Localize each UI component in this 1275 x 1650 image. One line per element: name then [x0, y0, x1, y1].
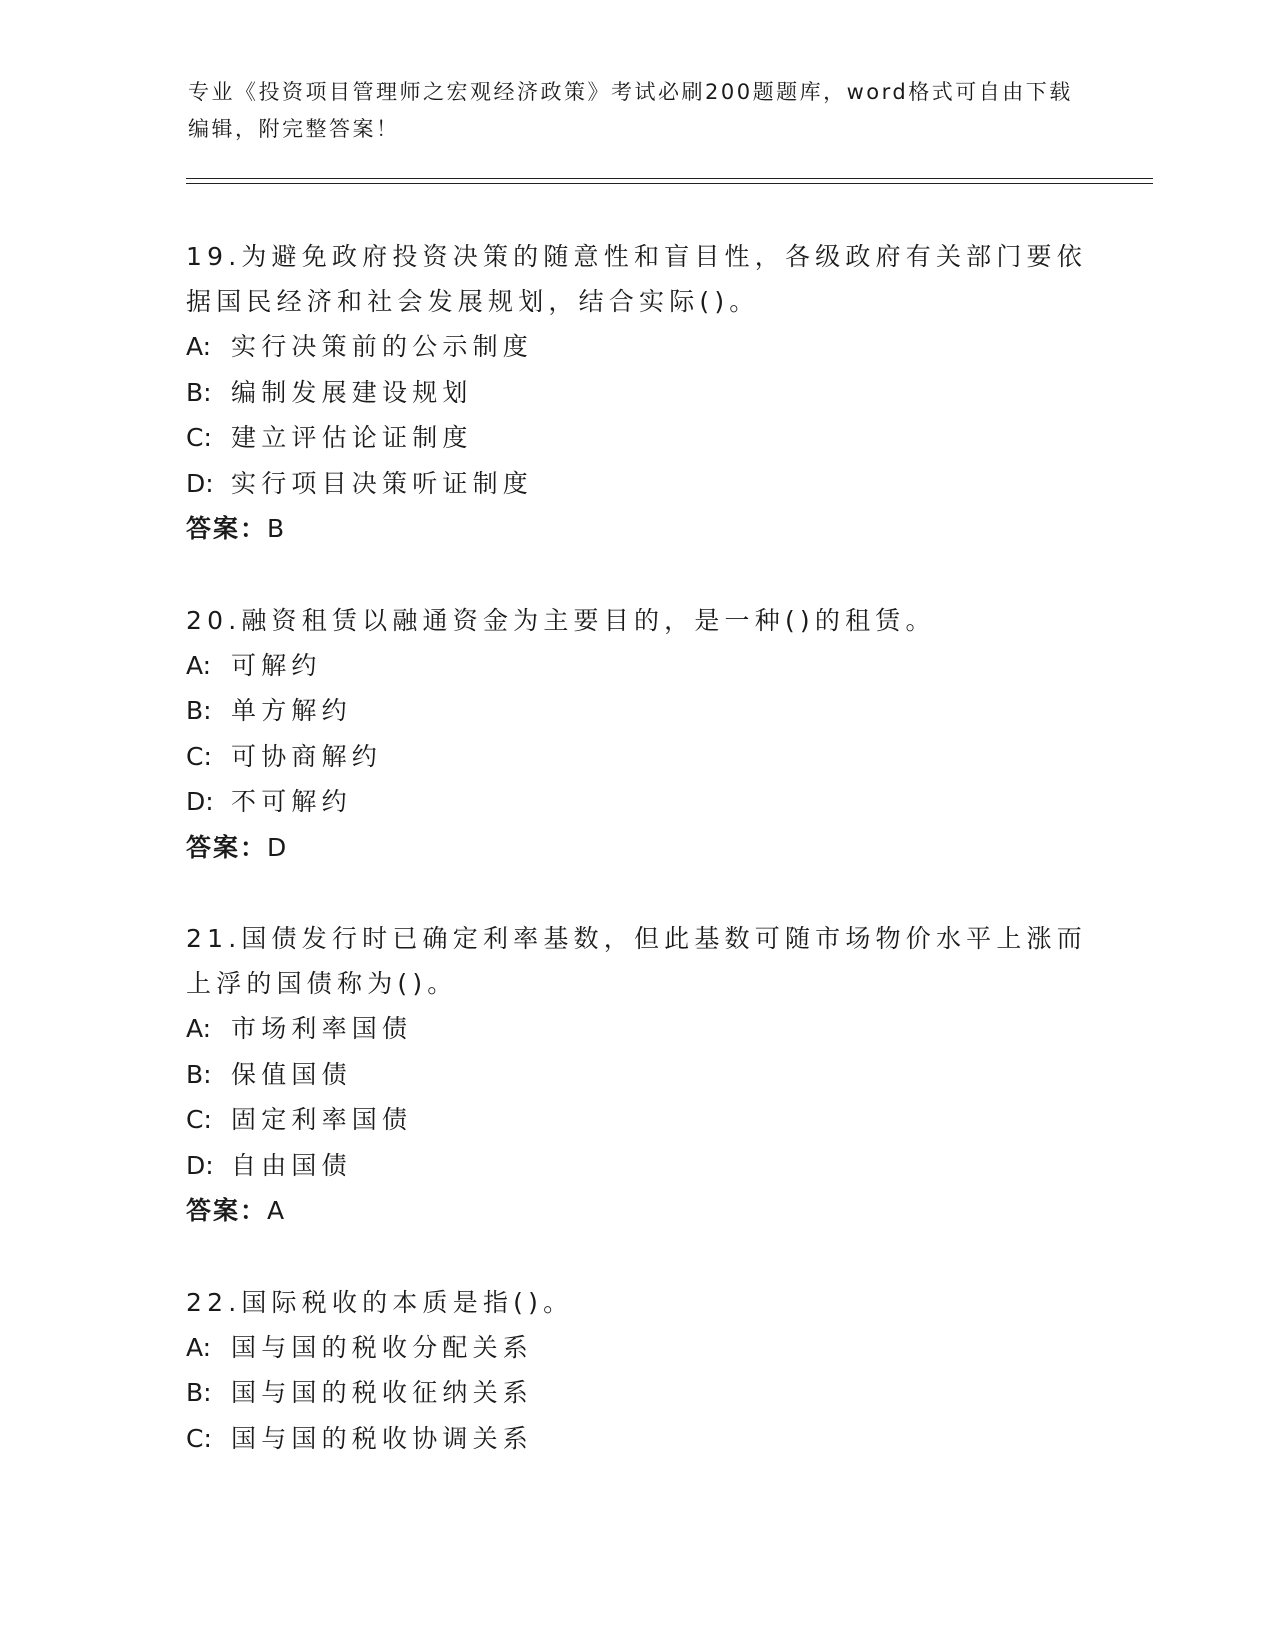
question-stem: 22.国际税收的本质是指()。 — [186, 1287, 574, 1317]
answer-option — [186, 1370, 1106, 1416]
option-text: 可协商解约 — [231, 741, 383, 771]
option-text: 国与国的税收分配关系 — [231, 1332, 534, 1362]
option-text: 单方解约 — [231, 696, 352, 725]
option-text: 固定利率国债 — [231, 1105, 413, 1134]
option-text: 国与国的税收征纳关系 — [231, 1378, 534, 1407]
option-text: 建立评估论证制度 — [231, 423, 473, 452]
option-letter: C: — [186, 741, 212, 771]
answer-line — [186, 1188, 1106, 1234]
answer-option — [186, 324, 1106, 370]
question-block — [186, 1280, 1106, 1462]
answer-option — [186, 1416, 1106, 1462]
option-text: 实行决策前的公示制度 — [231, 332, 534, 361]
answer-label: 答案： — [186, 514, 268, 543]
option-letter: A: — [186, 1332, 212, 1362]
answer-option — [186, 1097, 1106, 1143]
answer-option — [186, 370, 1106, 416]
answer-option — [186, 779, 1106, 825]
answer-option — [186, 415, 1106, 461]
answer-option — [186, 643, 1106, 689]
option-text: 市场利率国债 — [231, 1014, 413, 1043]
option-text: 不可解约 — [231, 787, 352, 816]
option-letter: D: — [186, 1150, 214, 1180]
document-header: 专业《投资项目管理师之宏观经济政策》考试必刷200题题库，word格式可自由下载编辑，附完整答案！ — [188, 80, 1073, 141]
answer-label: 答案： — [186, 832, 268, 862]
option-letter: A: — [186, 332, 212, 361]
question-block — [186, 234, 1106, 552]
option-letter: B: — [186, 696, 212, 725]
option-letter: C: — [186, 1105, 212, 1134]
option-letter: B: — [186, 1059, 212, 1089]
answer-option — [186, 1325, 1106, 1371]
answer-option — [186, 1052, 1106, 1098]
answer-option — [186, 1143, 1106, 1189]
question-stem: 19.为避免政府投资决策的随意性和盲目性，各级政府有关部门要依据国民经济和社会发展规划，结合实际()。 — [186, 242, 1087, 316]
option-letter: C: — [186, 423, 212, 452]
option-letter: B: — [186, 377, 212, 407]
question-list — [186, 234, 1106, 1507]
option-letter: B: — [186, 1378, 212, 1407]
answer-label: 答案： — [186, 1196, 268, 1225]
answer-option — [186, 1006, 1106, 1052]
option-text: 自由国债 — [231, 1150, 352, 1180]
option-text: 实行项目决策听证制度 — [231, 468, 534, 498]
answer-value: A — [267, 1196, 287, 1225]
option-letter: D: — [186, 468, 214, 498]
option-text: 可解约 — [231, 650, 322, 680]
answer-value: D — [267, 832, 289, 862]
option-text: 保值国债 — [231, 1059, 352, 1089]
answer-option — [186, 734, 1106, 780]
answer-value: B — [267, 514, 287, 543]
option-text: 编制发展建设规划 — [231, 377, 473, 407]
question-block — [186, 916, 1106, 1234]
answer-option — [186, 688, 1106, 734]
question-stem: 21.国债发行时已确定利率基数，但此基数可随市场物价水平上涨而上浮的国债称为()。 — [186, 924, 1087, 998]
option-letter: D: — [186, 787, 214, 816]
answer-line — [186, 506, 1106, 552]
option-text: 国与国的税收协调关系 — [231, 1423, 534, 1453]
option-letter: C: — [186, 1423, 212, 1453]
option-letter: A: — [186, 1014, 212, 1043]
answer-line — [186, 825, 1106, 871]
question-block — [186, 598, 1106, 871]
question-stem: 20.融资租赁以融通资金为主要目的，是一种()的租赁。 — [186, 605, 936, 635]
option-letter: A: — [186, 650, 212, 680]
header-divider-bottom — [186, 183, 1153, 184]
answer-option — [186, 461, 1106, 507]
header-divider-top — [186, 178, 1153, 179]
